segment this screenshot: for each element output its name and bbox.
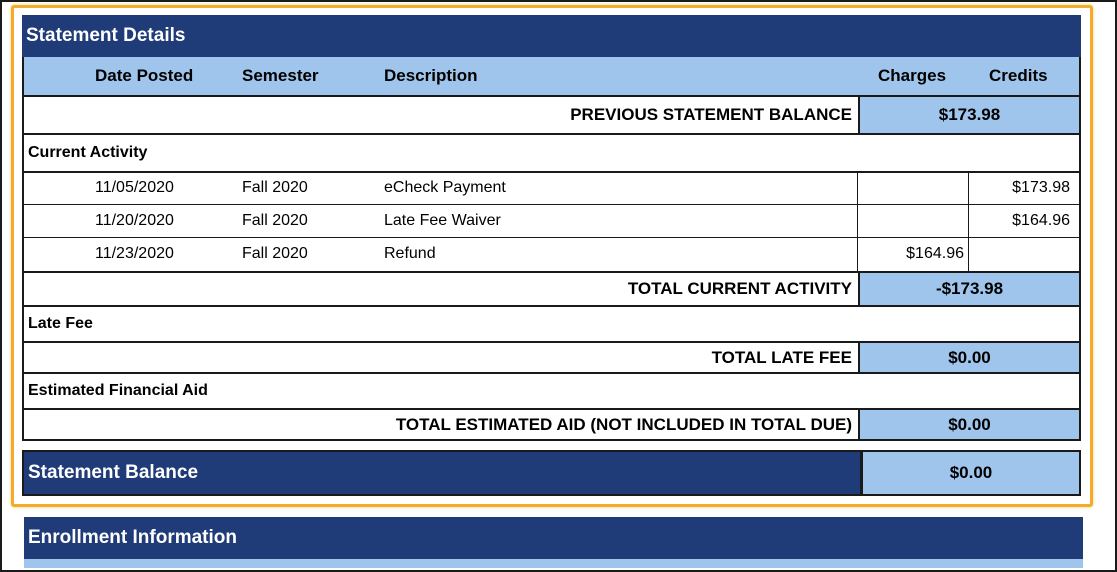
statement-balance-value: $0.00 (861, 450, 1081, 496)
col-date-posted: Date Posted (95, 66, 194, 85)
financial-aid-label: Estimated Financial Aid (28, 382, 208, 399)
row-date: 11/23/2020 (95, 245, 174, 262)
row-charges (858, 204, 964, 237)
row-description: eCheck Payment (384, 178, 506, 196)
total-current-activity-label: TOTAL CURRENT ACTIVITY (627, 279, 852, 298)
statement-details-header (22, 15, 1081, 57)
row-description: Refund (384, 245, 436, 262)
row-charges (858, 171, 964, 204)
row-date: 11/20/2020 (95, 211, 174, 229)
financial-aid-heading (22, 374, 1081, 408)
col-charges: Charges (878, 66, 947, 85)
row-semester: Fall 2020 (242, 178, 308, 196)
row-credits (969, 237, 1070, 271)
total-late-fee-label: TOTAL LATE FEE (711, 347, 852, 367)
statement-details-title: Statement Details (26, 25, 186, 46)
col-description: Description (384, 66, 478, 85)
row-charges: $164.96 (906, 245, 964, 262)
col-credits: Credits (989, 66, 1048, 85)
enrollment-info-title: Enrollment Information (28, 527, 237, 548)
current-activity-heading (22, 135, 1081, 171)
current-activity-label: Current Activity (28, 144, 148, 161)
total-estimated-aid-label: TOTAL ESTIMATED AID (NOT INCLUDED IN TOTAL DUE) (395, 414, 852, 434)
late-fee-heading (22, 307, 1081, 341)
row-semester: Fall 2020 (242, 211, 308, 229)
total-estimated-aid-value: $0.00 (858, 408, 1081, 441)
col-semester: Semester (242, 66, 319, 85)
late-fee-label: Late Fee (28, 315, 93, 332)
row-date: 11/05/2020 (95, 178, 174, 196)
row-semester: Fall 2020 (242, 245, 308, 262)
row-credits: $164.96 (1012, 211, 1070, 229)
row-description: Late Fee Waiver (384, 211, 501, 229)
statement-balance-header (22, 450, 862, 496)
enrollment-subheader-strip (24, 559, 1083, 568)
total-late-fee-value: $0.00 (858, 341, 1081, 374)
previous-balance-label: PREVIOUS STATEMENT BALANCE (570, 105, 852, 124)
statement-balance-label: Statement Balance (28, 462, 199, 483)
row-credits: $173.98 (1012, 178, 1070, 196)
enrollment-info-header (24, 517, 1083, 559)
total-current-activity-value: -$173.98 (858, 271, 1081, 307)
previous-balance-value: $173.98 (858, 95, 1081, 135)
